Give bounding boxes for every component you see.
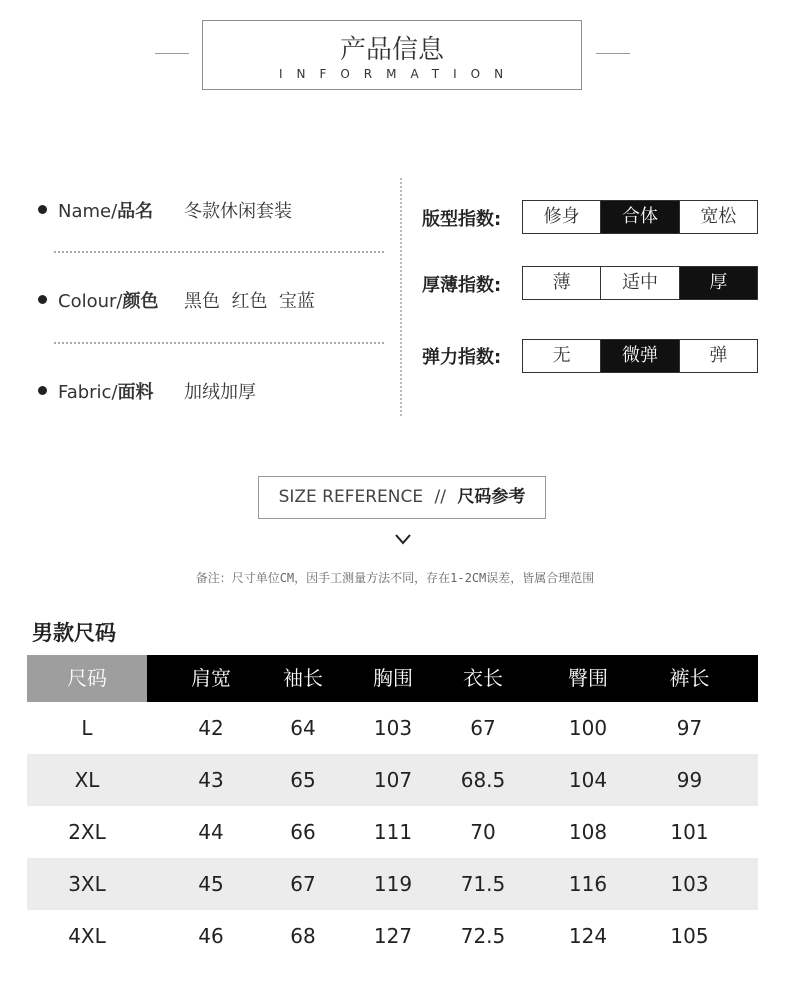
table-row <box>27 806 758 858</box>
table-cell: 45 <box>198 872 224 896</box>
size-reference-cn: 尺码参考 <box>457 487 526 507</box>
fit-index-label: 版型指数: <box>422 209 502 230</box>
bullet-icon <box>38 205 47 214</box>
table-cell: L <box>81 716 93 740</box>
table-cell: 100 <box>568 716 608 740</box>
table-cell: 124 <box>568 924 608 948</box>
table-cell: 71.5 <box>460 872 506 896</box>
table-cell: 108 <box>568 820 608 844</box>
elasticity-option: 弹 <box>709 345 728 366</box>
table-header-cell: 袖长 <box>283 666 323 690</box>
table-cell: 4XL <box>68 924 106 948</box>
table-cell: 44 <box>198 820 224 844</box>
thickness-option: 适中 <box>601 267 679 299</box>
bullet-icon <box>38 295 47 304</box>
chevron-down-icon <box>394 532 412 546</box>
table-cell: 103 <box>670 872 709 896</box>
table-row <box>27 702 758 754</box>
fit-option: 修身 <box>523 201 601 233</box>
table-header-cell: 臀围 <box>568 666 608 690</box>
table-cell: 101 <box>670 820 709 844</box>
elasticity-index-label: 弹力指数: <box>422 347 502 368</box>
table-cell: 42 <box>198 716 224 740</box>
table-header-cell: 肩宽 <box>191 666 231 690</box>
table-cell: 3XL <box>68 872 106 896</box>
thickness-index-selector <box>522 266 758 300</box>
table-cell: 97 <box>676 716 703 740</box>
bullet-icon <box>38 386 47 395</box>
table-cell: 70 <box>470 820 496 844</box>
fit-option-selected: 合体 <box>601 201 679 233</box>
table-cell: 116 <box>568 872 608 896</box>
table-cell: 127 <box>373 924 413 948</box>
size-reference-sep: // <box>434 487 447 507</box>
table-cell: 43 <box>198 768 224 792</box>
mens-size-title: 男款尺码 <box>32 621 116 645</box>
divider <box>54 251 384 253</box>
info-label: Name/品名 <box>58 201 154 222</box>
table-cell: 72.5 <box>460 924 506 948</box>
info-value: 黑色 红色 宝蓝 <box>184 291 315 312</box>
table-row <box>27 754 758 806</box>
header-box <box>202 20 582 90</box>
header-subtitle: INFORMATION <box>278 67 518 81</box>
table-cell: 99 <box>676 768 703 792</box>
table-header <box>27 655 758 702</box>
table-row <box>27 858 758 910</box>
table-cell: 68 <box>290 924 316 948</box>
table-cell: 46 <box>198 924 224 948</box>
table-cell: 66 <box>290 820 316 844</box>
table-cell: XL <box>74 768 100 792</box>
thickness-index-label: 厚薄指数: <box>422 275 502 296</box>
header-title: 产品信息 <box>339 35 444 65</box>
info-label: Colour/颜色 <box>58 291 159 312</box>
table-cell: 65 <box>290 768 316 792</box>
elasticity-option-selected: 微弹 <box>601 340 679 372</box>
elasticity-index-selector <box>522 339 758 373</box>
header-line-right <box>596 53 630 54</box>
table-cell: 67 <box>470 716 496 740</box>
table-cell: 103 <box>373 716 413 740</box>
table-cell: 67 <box>290 872 316 896</box>
table-header-cell: 裤长 <box>669 666 710 690</box>
fit-index-selector <box>522 200 758 234</box>
size-note: 备注：尺寸单位CM，因手工测量方法不同，存在1-2CM误差，皆属合理范围 <box>195 571 595 585</box>
table-cell: 2XL <box>68 820 106 844</box>
size-reference-en: SIZE REFERENCE <box>278 487 424 507</box>
table-cell: 111 <box>373 820 413 844</box>
elasticity-option: 无 <box>523 340 601 372</box>
thickness-option: 薄 <box>523 267 601 299</box>
table-cell: 107 <box>373 768 413 792</box>
info-label: Fabric/面料 <box>58 382 154 403</box>
divider <box>54 342 384 344</box>
size-reference-box <box>258 476 546 519</box>
vertical-divider <box>400 178 402 416</box>
header-line-left <box>155 53 189 54</box>
table-header-cell: 胸围 <box>373 666 413 690</box>
table-cell: 105 <box>670 924 709 948</box>
thickness-option-selected: 厚 <box>680 267 757 299</box>
info-value: 加绒加厚 <box>184 382 256 403</box>
table-cell: 64 <box>290 716 316 740</box>
table-cell: 104 <box>568 768 608 792</box>
fit-option: 宽松 <box>700 206 737 227</box>
table-header-cell: 衣长 <box>463 666 503 690</box>
table-header-cell: 尺码 <box>27 655 147 702</box>
table-cell: 119 <box>373 872 413 896</box>
info-value: 冬款休闲套装 <box>184 201 292 222</box>
size-table <box>27 655 758 962</box>
table-cell: 68.5 <box>460 768 506 792</box>
table-row <box>27 910 758 962</box>
